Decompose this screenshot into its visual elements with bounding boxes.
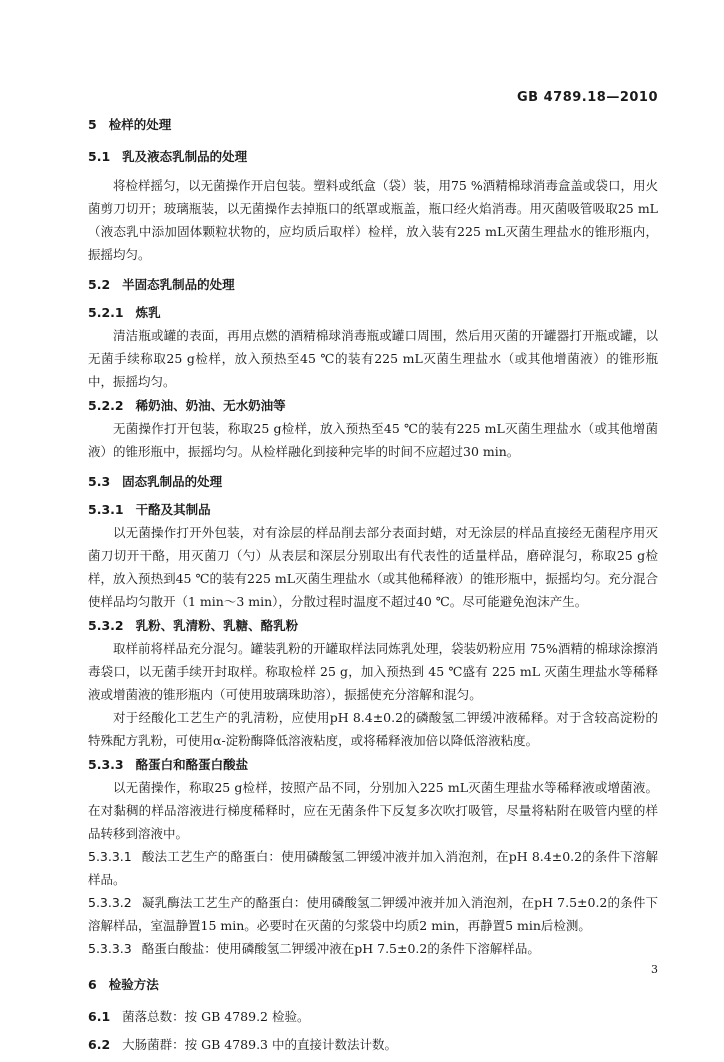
section-title: 固态乳制品的处理 (122, 474, 223, 489)
section-number: 5.2.2 (88, 398, 124, 413)
section-number: 5.3.2 (88, 618, 124, 633)
section-number: 5.1 (88, 149, 111, 164)
section-title: 稀奶油、奶油、无水奶油等 (135, 398, 286, 413)
clause-5-3-3-2 (88, 891, 658, 937)
section-number: 5.3.3 (88, 757, 124, 772)
section-title: 检样的处理 (108, 117, 172, 132)
clause-number: 5.3.3.3 (88, 941, 132, 956)
clause-number: 5.3.3.1 (88, 849, 132, 864)
paragraph: 无菌操作打开包装，称取25 g检样，放入预热至45 ℃的装有225 mL灭菌生理盐水（或其他增菌液）的锥形瓶中，振摇均匀。从检样融化到接种完毕的时间不应超过30 min。 (88, 421, 658, 459)
section-6-2 (88, 1034, 658, 1056)
section-5-3-3-heading (88, 754, 658, 776)
section-6-heading (88, 974, 658, 996)
paragraph: 以无菌操作打开外包装，对有涂层的样品削去部分表面封蜡，对无涂层的样品直接经无菌程序用灭菌刀切开干酪，用灭菌刀（勺）从表层和深层分别取出有代表性的适量样品，磨碎混匀，称取25 g检样，放入预热到45 ℃的装有225 mL灭菌生理盐水（或其他稀释液）的锥形瓶中，振摇均匀。充分混合使样品均匀散开（1 min～3 min），分散过程时温度不超过40 ℃。尽可能避免泡沫产生。 (88, 525, 658, 609)
paragraph: 以无菌操作，称取25 g检样，按照产品不同，分别加入225 mL灭菌生理盐水等稀释液或增菌液。在对黏稠的样品溶液进行梯度稀释时，应在无菌条件下反复多次吹打吸管，尽量将粘附在吸管内壁的样品转移到溶液中。 (88, 780, 658, 841)
section-title: 炼乳 (135, 305, 161, 320)
section-number: 5.2 (88, 277, 111, 292)
section-title: 酪蛋白和酪蛋白酸盐 (135, 757, 249, 772)
standard-number: GB 4789.18—2010 (517, 90, 658, 105)
section-title: 干酪及其制品 (135, 502, 211, 517)
paragraph: 对于经酸化工艺生产的乳清粉，应使用pH 8.4±0.2的磷酸氢二钾缓冲液稀释。对于含较高淀粉的特殊配方乳粉，可使用α-淀粉酶降低溶液粘度，或将稀释液加倍以降低溶液粘度。 (88, 710, 658, 748)
section-5-3-heading (88, 471, 658, 493)
section-5-2-1-heading (88, 302, 658, 324)
section-5-2-heading (88, 274, 658, 296)
section-number: 5.2.1 (88, 305, 124, 320)
section-number: 6.1 (88, 1009, 111, 1024)
section-title: 乳及液态乳制品的处理 (122, 149, 248, 164)
clause-text: 酪蛋白酸盐：使用磷酸氢二钾缓冲液在pH 7.5±0.2的条件下溶解样品。 (141, 941, 540, 956)
paragraph: 清洁瓶或罐的表面，再用点燃的酒精棉球消毒瓶或罐口周围，然后用灭菌的开罐器打开瓶或罐，以无菌手续称取25 g检样，放入预热至45 ℃的装有225 mL灭菌生理盐水（或其他增菌液）的锥形瓶中，振摇均匀。 (88, 328, 658, 389)
section-title: 乳粉、乳清粉、乳糖、酪乳粉 (135, 618, 299, 633)
clause-text: 酸法工艺生产的酪蛋白：使用磷酸氢二钾缓冲液并加入消泡剂，在pH 8.4±0.2的条件下溶解样品。 (88, 849, 658, 887)
section-title: 半固态乳制品的处理 (122, 277, 235, 292)
section-5-3-2-heading (88, 615, 658, 637)
section-number: 5.3.1 (88, 502, 124, 517)
section-6-1 (88, 1006, 658, 1028)
section-number: 5.3 (88, 474, 111, 489)
page-number: 3 (651, 963, 658, 976)
clause-text: 凝乳酶法工艺生产的酪蛋白：使用磷酸氢二钾缓冲液并加入消泡剂，在pH 7.5±0.2的条件下溶解样品，室温静置15 min。必要时在灭菌的匀浆袋中均质2 min，再静置5 min后检测。 (88, 895, 658, 933)
clause-5-3-3-1 (88, 845, 658, 891)
clause-5-3-3-3 (88, 937, 658, 960)
paragraph: 将检样摇匀，以无菌操作开启包装。塑料或纸盒（袋）装，用75 %酒精棉球消毒盒盖或袋口，用火菌剪刀切开；玻璃瓶装，以无菌操作去掉瓶口的纸罩或瓶盖，瓶口经火焰消毒。用灭菌吸管吸取25 mL（液态乳中添加固体颗粒状物的，应均质后取样）检样，放入装有225 mL灭菌生理盐水的锥形瓶内，振摇均匀。 (88, 178, 658, 262)
paragraph: 取样前将样品充分混匀。罐装乳粉的开罐取样法同炼乳处理，袋装奶粉应用 75%酒精的棉球涂擦消毒袋口，以无菌手续开封取样。称取检样 25 g，加入预热到 45 ℃盛有 225 mL 灭菌生理盐水等稀释液或增菌液的锥形瓶内（可使用玻璃珠助溶），振摇使充分溶解和混匀。 (88, 641, 658, 702)
section-number: 5 (88, 117, 97, 132)
document-body (88, 112, 658, 1062)
section-text: 大肠菌群：按 GB 4789.3 中的直接计数法计数。 (122, 1037, 397, 1052)
section-5-3-1-heading (88, 499, 658, 521)
section-5-heading (88, 114, 658, 136)
section-number: 6.2 (88, 1037, 111, 1052)
section-title: 检验方法 (108, 977, 159, 992)
clause-number: 5.3.3.2 (88, 895, 132, 910)
section-5-2-2-heading (88, 395, 658, 417)
section-text: 菌落总数：按 GB 4789.2 检验。 (122, 1009, 310, 1024)
section-5-1-heading (88, 146, 658, 168)
section-number: 6 (88, 977, 97, 992)
